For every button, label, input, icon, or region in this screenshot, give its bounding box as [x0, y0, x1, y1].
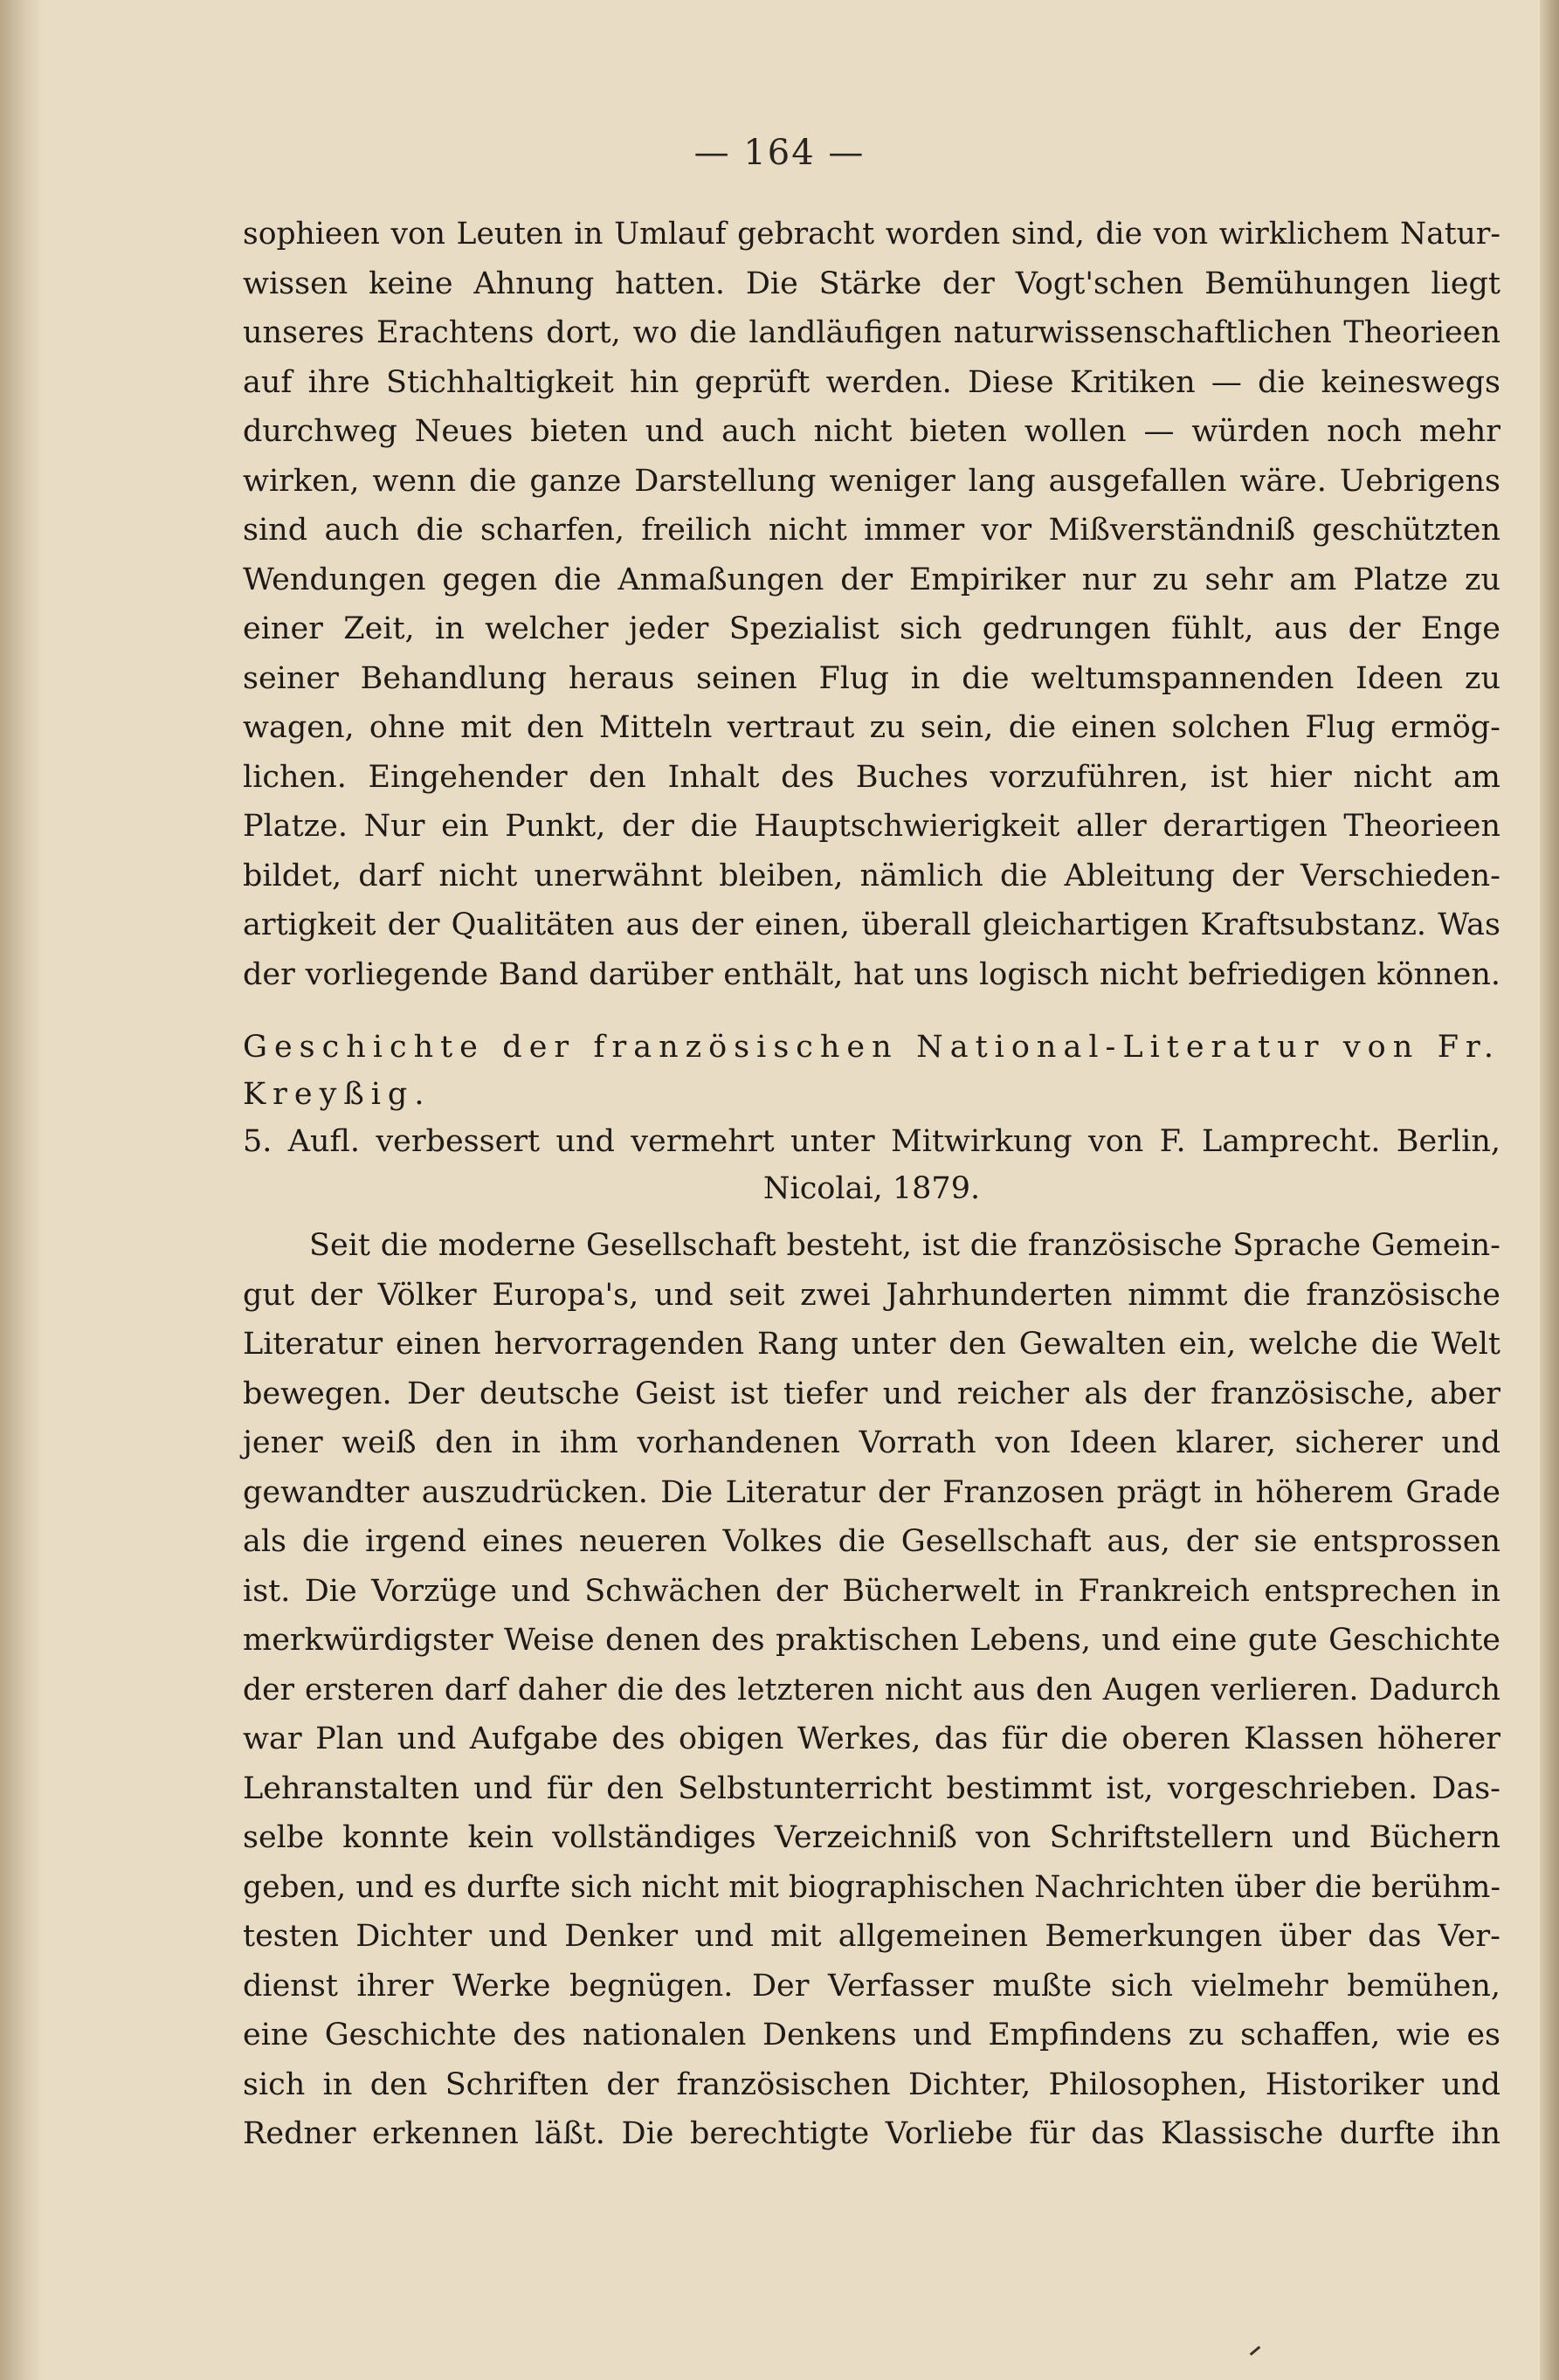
- review-edition-line: 5. Aufl. verbessert und vermehrt unter Mitwirkung von F. Lamprecht. Berlin,: [243, 1124, 1500, 1159]
- text-line: bewegen. Der deutsche Geist ist tiefer und reicher als der französische, aber: [243, 1376, 1500, 1411]
- page-content: [243, 210, 1500, 2159]
- text-line: ist. Die Vorzüge und Schwächen der Bücherwelt in Frankreich entsprechen in: [243, 1573, 1500, 1609]
- text-line: auf ihre Stichhaltigkeit hin geprüft werden. Diese Kritiken — die keineswegs: [243, 364, 1500, 400]
- text-line: der vorliegende Band darüber enthält, hat uns logisch nicht befriedigen können.: [243, 956, 1500, 992]
- text-line: der ersteren darf daher die des letzteren nicht aus den Augen verlieren. Dadurch: [243, 1672, 1500, 1707]
- page-number: — 164 —: [693, 133, 866, 173]
- text-line: sich in den Schriften der französischen Dichter, Philosophen, Historiker und: [243, 2066, 1500, 2102]
- text-line: selbe konnte kein vollständiges Verzeichniß von Schriftstellern und Büchern: [243, 1820, 1500, 1855]
- text-line: war Plan und Aufgabe des obigen Werkes, das für die oberen Klassen höherer: [243, 1721, 1500, 1756]
- text-line: jener weiß den in ihm vorhandenen Vorrath von Ideen klarer, sicherer und: [243, 1425, 1500, 1460]
- text-line: merkwürdigster Weise denen des praktischen Lebens, und eine gute Geschichte: [243, 1623, 1500, 1658]
- text-line: lichen. Eingehender den Inhalt des Buches vorzuführen, ist hier nicht am: [243, 759, 1500, 795]
- text-line: wissen keine Ahnung hatten. Die Stärke der Vogt'schen Bemühungen liegt: [243, 266, 1500, 301]
- text-line: wirken, wenn die ganze Darstellung weniger lang ausgefallen wäre. Uebrigens: [243, 463, 1500, 499]
- text-line: artigkeit der Qualitäten aus der einen, überall gleichartigen Kraftsubstanz. Was: [243, 907, 1500, 942]
- text-line: gut der Völker Europa's, und seit zwei Jahrhunderten nimmt die französische: [243, 1277, 1500, 1313]
- paragraph-1: [243, 210, 1500, 999]
- text-line: Wendungen gegen die Anmaßungen der Empiriker nur zu sehr am Platze zu: [243, 562, 1500, 597]
- text-line: Literatur einen hervorragenden Rang unter den Gewalten ein, welche die Welt: [243, 1327, 1500, 1362]
- review-title-line: Geschichte der französischen National-Literatur von Fr. Kreyßig.: [243, 1030, 1500, 1112]
- text-line: sophieen von Leuten in Umlauf gebracht worden sind, die von wirklichem Natur-: [243, 217, 1500, 252]
- text-line: bildet, darf nicht unerwähnt bleiben, nämlich die Ableitung der Verschieden-: [243, 858, 1500, 893]
- text-line: einer Zeit, in welcher jeder Spezialist sich gedrungen fühlt, aus der Enge: [243, 611, 1500, 646]
- text-line: Platze. Nur ein Punkt, der die Hauptschwierigkeit aller derartigen Theorieen: [243, 809, 1500, 844]
- text-line: Seit die moderne Gesellschaft besteht, ist die französische Sprache Gemein-: [309, 1228, 1500, 1263]
- review-heading: [243, 1024, 1500, 1212]
- page-binding-shadow: [0, 0, 42, 2380]
- text-line: Lehranstalten und für den Selbstunterricht bestimmt ist, vorgeschrieben. Das-: [243, 1770, 1500, 1806]
- text-line: eine Geschichte des nationalen Denkens und Empfindens zu schaffen, wie es: [243, 2018, 1500, 2052]
- paragraph-2: [243, 1221, 1500, 2159]
- text-line: unseres Erachtens dort, wo die landläufigen naturwissenschaftlichen Theorieen: [243, 315, 1500, 350]
- ink-mark: [1250, 2346, 1261, 2356]
- text-line: geben, und es durfte sich nicht mit biographischen Nachrichten über die berühm-: [243, 1869, 1500, 1905]
- text-line: Redner erkennen läßt. Die berechtigte Vorliebe für das Klassische durfte ihn: [243, 2116, 1500, 2151]
- text-line: gewandter auszudrücken. Die Literatur der Franzosen prägt in höherem Grade: [243, 1474, 1500, 1510]
- text-line: testen Dichter und Denker und mit allgemeinen Bemerkungen über das Ver-: [243, 1919, 1500, 1954]
- text-line: als die irgend eines neueren Volkes die Gesellschaft aus, der sie entsprossen: [243, 1524, 1500, 1559]
- text-line: sind auch die scharfen, freilich nicht immer vor Mißverständniß geschützten: [243, 513, 1500, 548]
- page-right-edge: [1540, 0, 1559, 2380]
- text-line: durchweg Neues bieten und auch nicht bieten wollen — würden noch mehr: [243, 414, 1500, 449]
- text-line: seiner Behandlung heraus seinen Flug in die weltumspannenden Ideen zu: [243, 660, 1500, 696]
- text-line: dienst ihrer Werke begnügen. Der Verfasser mußte sich vielmehr bemühen,: [243, 1968, 1500, 2004]
- text-line: wagen, ohne mit den Mitteln vertraut zu sein, die einen solchen Flug ermög-: [243, 710, 1500, 745]
- review-publisher-line: Nicolai, 1879.: [762, 1171, 981, 1206]
